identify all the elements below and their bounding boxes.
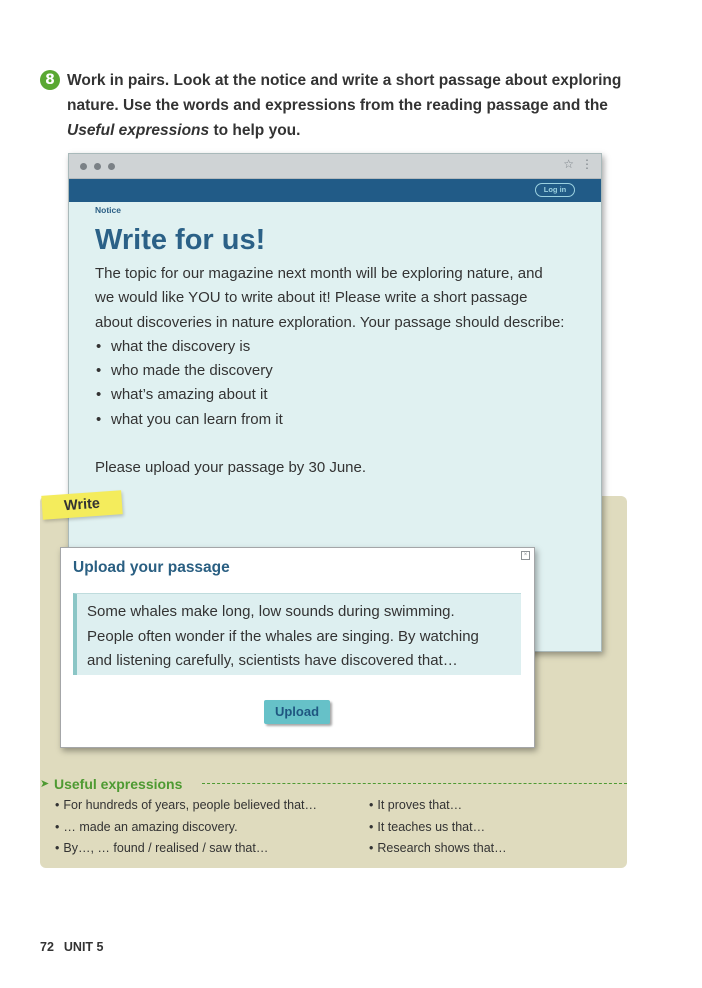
- task-line-3-rest: to help you.: [209, 122, 301, 139]
- notice-bullet-list: [95, 335, 585, 432]
- passage-textarea[interactable]: [73, 593, 521, 675]
- close-icon[interactable]: ×: [521, 551, 530, 560]
- page-footer: [40, 940, 104, 954]
- notice-deadline: Please upload your passage by 30 June.: [95, 459, 367, 477]
- dashed-divider: [202, 783, 627, 784]
- passage-line: People often wonder if the whales are singing. By watching: [87, 627, 479, 645]
- notice-label: Notice: [95, 205, 121, 215]
- useful-expressions-title: Useful expressions: [54, 776, 183, 792]
- notice-body: [95, 262, 585, 480]
- upload-dialog: [60, 547, 535, 748]
- task-instruction: [40, 68, 660, 143]
- browser-title-bar: [69, 154, 601, 179]
- window-dot-icon: [80, 163, 87, 170]
- more-menu-icon[interactable]: ⋮: [581, 157, 593, 171]
- unit-label: UNIT 5: [63, 940, 104, 954]
- list-item: • It proves that…: [369, 798, 463, 812]
- useful-expressions-left: [55, 795, 317, 860]
- list-item: • For hundreds of years, people believed that…: [55, 798, 318, 812]
- list-item: • what you can learn from it: [96, 410, 283, 428]
- notice-title: Write for us!: [95, 224, 266, 256]
- list-item: • what the discovery is: [96, 337, 251, 355]
- task-text: [67, 68, 660, 143]
- passage-line: Some whales make long, low sounds during swimming.: [87, 603, 455, 620]
- upload-title: Upload your passage: [73, 559, 230, 576]
- list-item: • Research shows that…: [369, 841, 507, 855]
- upload-button[interactable]: Upload: [264, 700, 330, 724]
- list-item: • what’s amazing about it: [96, 386, 268, 404]
- task-number-badge: 8: [40, 70, 60, 90]
- login-button[interactable]: Log in: [535, 183, 575, 197]
- task-line-3: [67, 118, 660, 143]
- window-dot-icon: [94, 163, 101, 170]
- task-line-2: nature. Use the words and expressions from the reading passage and the: [67, 97, 608, 114]
- page-number: 72: [40, 940, 54, 954]
- useful-expressions-right: [369, 795, 507, 860]
- list-item: • By…, … found / realised / saw that…: [55, 841, 269, 855]
- list-item: • It teaches us that…: [369, 819, 486, 834]
- star-icon[interactable]: ☆: [563, 157, 574, 171]
- arrow-right-icon: ➤: [40, 778, 50, 790]
- browser-nav-bar: [69, 179, 601, 202]
- task-line-1: Work in pairs. Look at the notice and write a short passage about exploring: [67, 72, 622, 89]
- passage-line: and listening carefully, scientists have discovered that…: [87, 652, 458, 669]
- write-tab-label: Write: [41, 490, 122, 520]
- notice-intro-line: we would like YOU to write about it! Please write a short passage: [95, 289, 528, 307]
- list-item: • … made an amazing discovery.: [55, 819, 238, 834]
- useful-expressions-ref: Useful expressions: [67, 122, 210, 139]
- notice-intro-line: The topic for our magazine next month will be exploring nature, and: [95, 265, 543, 282]
- list-item: • who made the discovery: [96, 362, 273, 380]
- notice-intro-line: about discoveries in nature exploration. Your passage should describe:: [95, 313, 565, 331]
- window-dot-icon: [108, 163, 115, 170]
- useful-expressions-header: [40, 776, 627, 792]
